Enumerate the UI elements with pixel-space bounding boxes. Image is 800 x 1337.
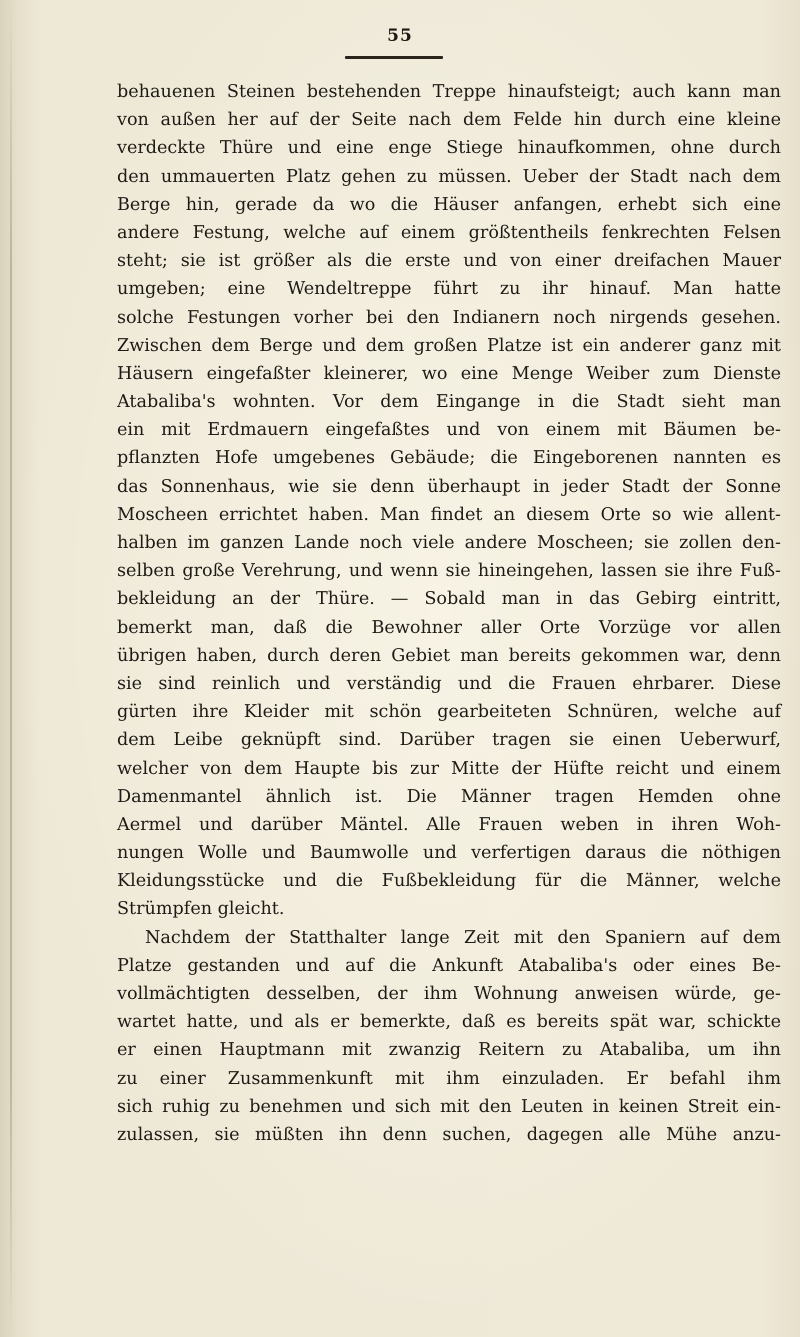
text-line: bemerkt man, daß die Bewohner aller Orte Vorzüge vor allen — [117, 617, 781, 638]
text-line: Damenmantel ähnlich ist. Die Männer tragen Hemden ohne — [117, 786, 781, 807]
text-line: verdeckte Thüre und eine enge Stiege hinaufkommen, ohne durch — [117, 138, 781, 159]
text-line: Strümpfen gleicht. — [117, 899, 285, 920]
text-line: selben große Verehrung, und wenn sie hineingehen, lassen sie ihre Fuß- — [117, 561, 781, 582]
text-line: gürten ihre Kleider mit schön gearbeiteten Schnüren, welche auf — [117, 702, 781, 723]
text-line: den ummauerten Platz gehen zu müssen. Ueber der Stadt nach dem — [117, 166, 781, 187]
text-line: ein mit Erdmauern eingefaßtes und von einem mit Bäumen be- — [117, 420, 781, 441]
text-line: sie sind reinlich und verständig und die Frauen ehrbarer. Diese — [117, 673, 781, 694]
page-gutter-shadow — [10, 0, 12, 1337]
text-line: Platze gestanden und auf die Ankunft Atabaliba's oder eines Be- — [117, 955, 781, 976]
text-line: Häusern eingefaßter kleinerer, wo eine Menge Weiber zum Dienste — [117, 363, 781, 384]
text-line: das Sonnenhaus, wie sie denn überhaupt in jeder Stadt der Sonne — [117, 476, 781, 497]
text-line: andere Festung, welche auf einem größtentheils fenkrechten Felsen — [117, 222, 781, 243]
text-line: Zwischen dem Berge und dem großen Platze ist ein anderer ganz mit — [117, 335, 781, 356]
page-number: 55 — [387, 26, 413, 46]
text-line: Aermel und darüber Mäntel. Alle Frauen weben in ihren Woh- — [117, 814, 781, 835]
text-line: dem Leibe geknüpft sind. Darüber tragen sie einen Ueberwurf, — [117, 730, 781, 751]
text-line: pflanzten Hofe umgebenes Gebäude; die Eingeborenen nannten es — [117, 448, 781, 469]
text-line: behauenen Steinen bestehenden Treppe hinaufsteigt; auch kann man — [117, 82, 781, 102]
text-line: Moscheen errichtet haben. Man findet an diesem Orte so wie allent- — [117, 504, 781, 525]
text-line: bekleidung an der Thüre. — Sobald man in das Gebirg eintritt, — [117, 589, 781, 610]
text-line: vollmächtigten desselben, der ihm Wohnung anweisen würde, ge- — [117, 984, 781, 1004]
text-line: sich ruhig zu benehmen und sich mit den Leuten in keinen Streit ein- — [117, 1096, 781, 1117]
text-line: halben im ganzen Lande noch viele andere Moscheen; sie zollen den- — [117, 533, 781, 553]
text-line: nungen Wolle und Baumwolle und verfertigen daraus die nöthigen — [117, 843, 781, 864]
text-line: solche Festungen vorher bei den Indianern noch nirgends gesehen. — [117, 307, 781, 328]
text-line: Atabaliba's wohnten. Vor dem Eingange in die Stadt sieht man — [117, 392, 781, 413]
text-line: er einen Hauptmann mit zwanzig Reitern zu Atabaliba, um ihn — [117, 1040, 781, 1061]
text-line: zu einer Zusammenkunft mit ihm einzuladen. Er befahl ihm — [117, 1068, 781, 1089]
text-line: wartet hatte, und als er bemerkte, daß es bereits spät war, schickte — [117, 1012, 781, 1033]
text-line: Nachdem der Statthalter lange Zeit mit den Spaniern auf dem — [145, 927, 781, 948]
text-line: steht; sie ist größer als die erste und von einer dreifachen Mauer — [117, 251, 781, 272]
text-line: zulassen, sie müßten ihn denn suchen, dagegen alle Mühe anzu- — [117, 1124, 781, 1145]
text-line: übrigen haben, durch deren Gebiet man bereits gekommen war, denn — [117, 645, 781, 666]
text-line: Berge hin, gerade da wo die Häuser anfangen, erhebt sich eine — [117, 194, 781, 215]
text-line: umgeben; eine Wendeltreppe führt zu ihr hinauf. Man hatte — [117, 279, 781, 300]
body-text — [117, 78, 781, 1149]
text-line: von außen her auf der Seite nach dem Felde hin durch eine kleine — [117, 110, 781, 131]
text-line: welcher von dem Haupte bis zur Mitte der Hüfte reicht und einem — [117, 758, 781, 779]
text-line: Kleidungsstücke und die Fußbekleidung für die Männer, welche — [117, 871, 781, 892]
header-rule — [345, 56, 443, 59]
